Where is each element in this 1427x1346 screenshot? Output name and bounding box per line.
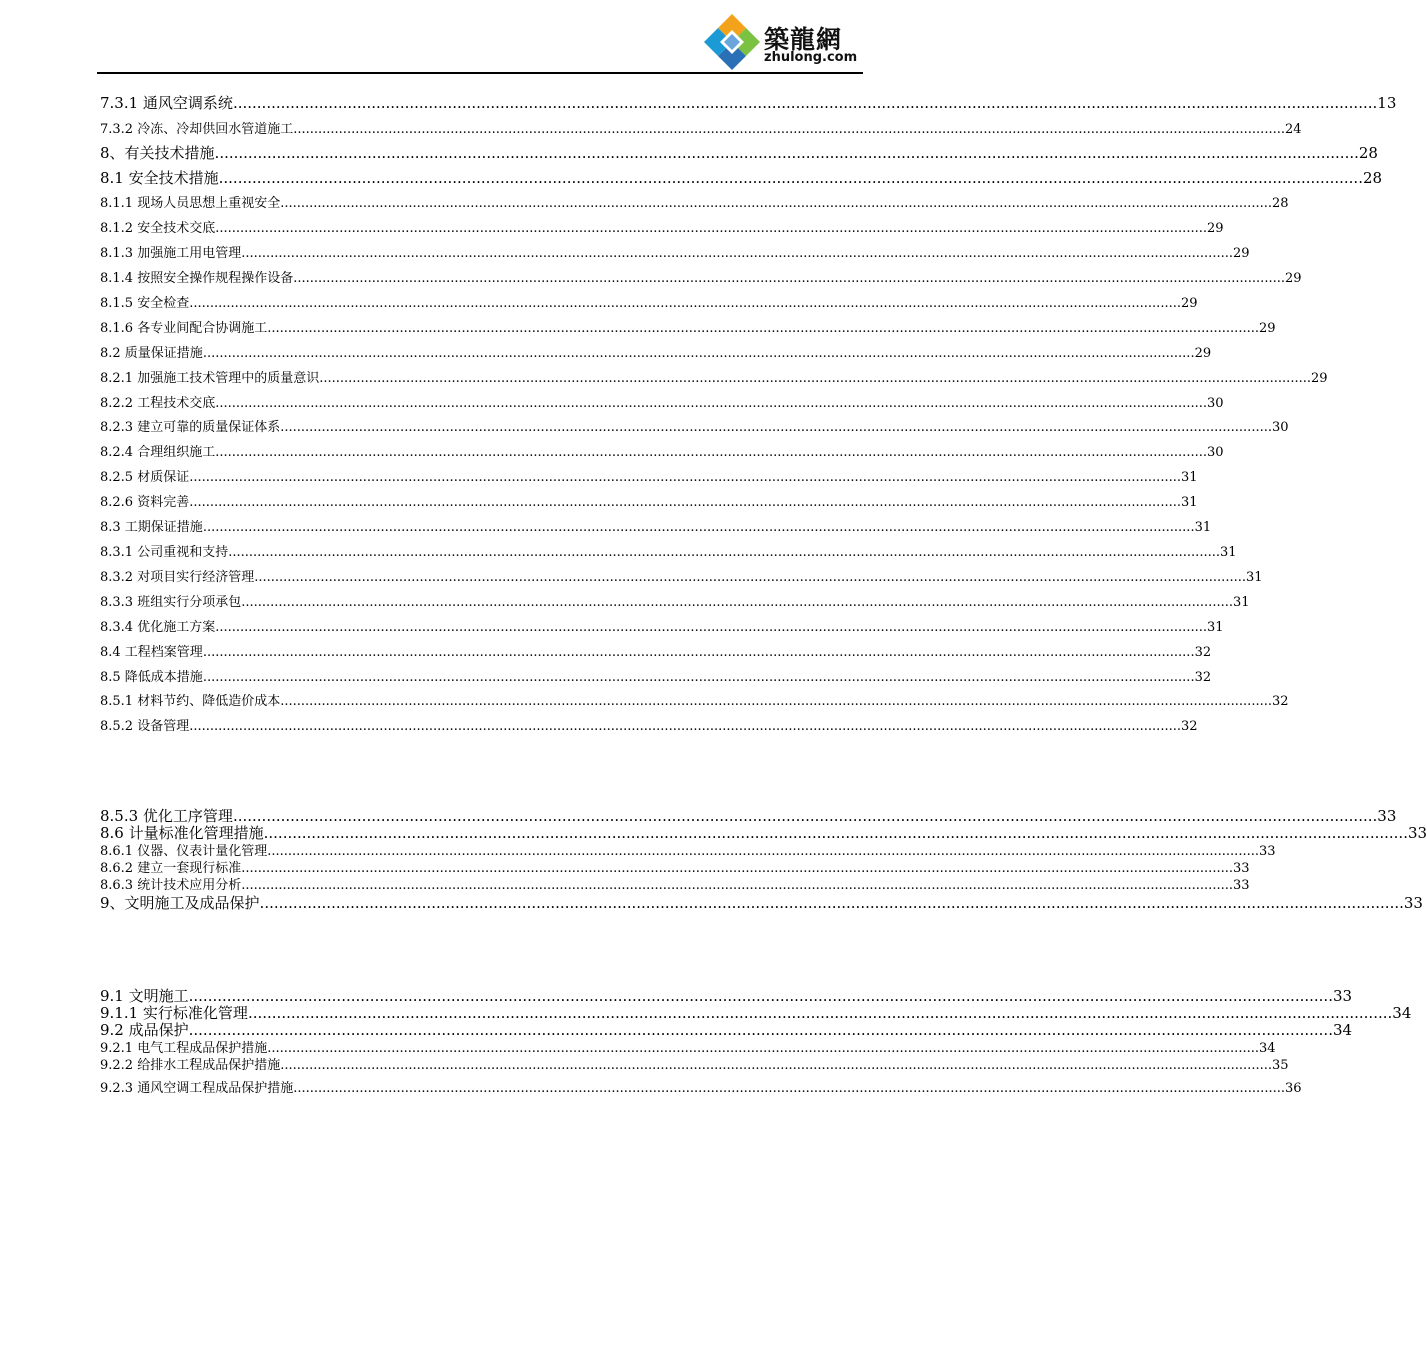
logo-domain-text: zhulong.com: [764, 50, 858, 65]
toc-entry: [100, 1054, 1289, 1073]
toc-dot-leader: ................................................................................................................................................................................................................................................: [215, 396, 1207, 411]
toc-dot-leader: ................................................................................................................................................................................................................................................: [267, 321, 1259, 336]
toc-entry-page-number: 32: [1194, 645, 1212, 660]
toc-entry: [100, 566, 1263, 585]
toc-entry-page-number: 34: [1392, 1004, 1412, 1022]
toc-entry-page-number: 31: [1206, 620, 1224, 635]
toc-entry: [100, 1077, 1302, 1096]
toc-entry-label: 8.1.6 各专业间配合协调施工: [100, 321, 268, 336]
toc-entry-page-number: 33: [1407, 824, 1427, 842]
toc-entry-label: 8、有关技术措施: [100, 144, 215, 162]
toc-dot-leader: ................................................................................................................................................................................................................................................: [232, 807, 1378, 825]
toc-entry-label: 8.5 降低成本措施: [100, 670, 203, 685]
toc-dot-leader: ................................................................................................................................................................................................................................................: [189, 470, 1181, 485]
toc-dot-leader: ................................................................................................................................................................................................................................................: [202, 520, 1195, 535]
toc-entry: [100, 516, 1212, 535]
toc-entry-page-number: 34: [1332, 1021, 1353, 1039]
toc-dot-leader: ................................................................................................................................................................................................................................................: [241, 246, 1233, 261]
toc-entry: [100, 874, 1250, 893]
toc-dot-leader: ................................................................................................................................................................................................................................................: [202, 670, 1195, 685]
toc-dot-leader: ................................................................................................................................................................................................................................................: [319, 371, 1311, 386]
toc-entry-page-number: 29: [1194, 346, 1212, 361]
toc-dot-leader: ................................................................................................................................................................................................................................................: [254, 570, 1246, 585]
toc-entry-page-number: 29: [1206, 221, 1224, 236]
toc-entry: [100, 367, 1328, 386]
toc-entry-page-number: 31: [1232, 595, 1250, 610]
toc-entry-label: 9.1.1 实行标准化管理: [100, 1004, 248, 1022]
toc-entry-label: 9.2 成品保护: [100, 1021, 189, 1039]
toc-entry-label: 8.3 工期保证措施: [100, 520, 203, 535]
toc-entry-page-number: 29: [1258, 321, 1276, 336]
toc-entry-label: 8.2.4 合理组织施工: [100, 445, 216, 460]
toc-dot-leader: ................................................................................................................................................................................................................................................: [232, 94, 1378, 112]
zhulong-logo: [702, 12, 862, 72]
toc-entry-label: 8.4 工程档案管理: [100, 645, 203, 660]
toc-entry-page-number: 33: [1403, 894, 1423, 912]
toc-dot-leader: ................................................................................................................................................................................................................................................: [259, 894, 1404, 912]
toc-entry-page-number: 29: [1310, 371, 1328, 386]
toc-entry-label: 8.3.4 优化施工方案: [100, 620, 216, 635]
zhulong-logo-icon: [702, 12, 762, 72]
toc-entry-page-number: 29: [1232, 246, 1250, 261]
toc-entry-label: 8.1 安全技术措施: [100, 169, 219, 187]
toc-entry-page-number: 31: [1245, 570, 1263, 585]
toc-entry-label: 9.2.1 电气工程成品保护措施: [100, 1041, 268, 1056]
toc-entry-page-number: 31: [1219, 545, 1237, 560]
toc-dot-leader: ................................................................................................................................................................................................................................................: [241, 595, 1233, 610]
toc-entry: [100, 641, 1212, 660]
toc-entry-page-number: 30: [1206, 396, 1224, 411]
toc-dot-leader: ................................................................................................................................................................................................................................................: [189, 719, 1181, 734]
toc-entry: [100, 666, 1212, 685]
toc-entry: [100, 92, 1397, 113]
toc-entry: [100, 616, 1224, 635]
toc-entry-page-number: 24: [1284, 122, 1302, 137]
toc-dot-leader: ................................................................................................................................................................................................................................................: [280, 1058, 1272, 1073]
toc-entry-page-number: 29: [1284, 271, 1302, 286]
toc-entry-page-number: 33: [1332, 987, 1353, 1005]
toc-dot-leader: ................................................................................................................................................................................................................................................: [280, 420, 1272, 435]
toc-dot-leader: ................................................................................................................................................................................................................................................: [241, 861, 1233, 876]
toc-dot-leader: ................................................................................................................................................................................................................................................: [202, 346, 1195, 361]
toc-entry: [100, 142, 1378, 163]
toc-entry-label: 8.2.5 材质保证: [100, 470, 190, 485]
toc-entry-label: 9.2.3 通风空调工程成品保护措施: [100, 1081, 294, 1096]
toc-entry-label: 9.2.2 给排水工程成品保护措施: [100, 1058, 281, 1073]
toc-dot-leader: ................................................................................................................................................................................................................................................: [215, 221, 1207, 236]
toc-entry-label: 8.2.1 加强施工技术管理中的质量意识: [100, 371, 320, 386]
toc-entry-label: 8.2 质量保证措施: [100, 346, 203, 361]
logo-chinese-text: 築龍網: [764, 25, 843, 54]
toc-entry: [100, 317, 1276, 336]
toc-dot-leader: ................................................................................................................................................................................................................................................: [263, 824, 1408, 842]
toc-dot-leader: ................................................................................................................................................................................................................................................: [280, 196, 1272, 211]
toc-entry-label: 8.3.3 班组实行分项承包: [100, 595, 242, 610]
toc-entry-label: 8.5.3 优化工序管理: [100, 807, 233, 825]
toc-entry: [100, 292, 1198, 311]
header-rule: [97, 72, 863, 74]
toc-entry-label: 8.2.2 工程技术交底: [100, 396, 216, 411]
toc-entry: [100, 591, 1250, 610]
toc-entry-page-number: 32: [1271, 694, 1289, 709]
toc-entry: [100, 690, 1289, 709]
toc-dot-leader: ................................................................................................................................................................................................................................................: [293, 1081, 1285, 1096]
toc-entry-page-number: 28: [1271, 196, 1289, 211]
toc-entry: [100, 466, 1198, 485]
toc-entry-page-number: 33: [1377, 807, 1397, 825]
toc-dot-leader: ................................................................................................................................................................................................................................................: [280, 694, 1272, 709]
toc-entry-page-number: 29: [1180, 296, 1198, 311]
toc-entry: [100, 715, 1198, 734]
toc-dot-leader: ................................................................................................................................................................................................................................................: [267, 1041, 1259, 1056]
toc-entry-label: 8.6.1 仪器、仪表计量化管理: [100, 844, 268, 859]
toc-entry: [100, 441, 1224, 460]
toc-entry: [100, 217, 1224, 236]
toc-entry: [100, 267, 1302, 286]
toc-entry-label: 8.1.4 按照安全操作规程操作设备: [100, 271, 294, 286]
toc-dot-leader: ................................................................................................................................................................................................................................................: [293, 122, 1285, 137]
toc-entry-label: 8.1.5 安全检查: [100, 296, 190, 311]
toc-entry-page-number: 30: [1206, 445, 1224, 460]
toc-entry-page-number: 31: [1180, 495, 1198, 510]
toc-entry-page-number: 33: [1232, 878, 1250, 893]
toc-dot-leader: ................................................................................................................................................................................................................................................: [215, 620, 1207, 635]
toc-entry-label: 8.2.3 建立可靠的质量保证体系: [100, 420, 281, 435]
toc-entry-page-number: 30: [1271, 420, 1289, 435]
toc-entry: [100, 892, 1423, 913]
toc-entry-label: 8.3.1 公司重视和支持: [100, 545, 229, 560]
toc-dot-leader: ................................................................................................................................................................................................................................................: [228, 545, 1220, 560]
toc-entry-page-number: 33: [1232, 861, 1250, 876]
toc-entry-page-number: 31: [1180, 470, 1198, 485]
toc-entry-page-number: 36: [1284, 1081, 1302, 1096]
toc-dot-leader: ................................................................................................................................................................................................................................................: [267, 844, 1259, 859]
toc-entry: [100, 242, 1250, 261]
toc-entry: [100, 392, 1224, 411]
toc-entry-label: 8.2.6 资料完善: [100, 495, 190, 510]
toc-entry-page-number: 33: [1258, 844, 1276, 859]
toc-entry-page-number: 28: [1362, 169, 1383, 187]
toc-dot-leader: ................................................................................................................................................................................................................................................: [189, 296, 1181, 311]
toc-entry-label: 8.1.2 安全技术交底: [100, 221, 216, 236]
toc-dot-leader: ................................................................................................................................................................................................................................................: [218, 169, 1363, 187]
toc-entry-label: 8.6.3 统计技术应用分析: [100, 878, 242, 893]
toc-entry: [100, 167, 1383, 188]
toc-dot-leader: ................................................................................................................................................................................................................................................: [189, 495, 1181, 510]
toc-dot-leader: ................................................................................................................................................................................................................................................: [241, 878, 1233, 893]
toc-entry-label: 9.1 文明施工: [100, 987, 189, 1005]
toc-entry-label: 8.6 计量标准化管理措施: [100, 824, 264, 842]
toc-entry: [100, 416, 1289, 435]
toc-entry-page-number: 34: [1258, 1041, 1276, 1056]
toc-entry-page-number: 13: [1377, 94, 1397, 112]
toc-entry-label: 7.3.1 通风空调系统: [100, 94, 233, 112]
toc-entry-page-number: 32: [1180, 719, 1198, 734]
toc-dot-leader: ................................................................................................................................................................................................................................................: [202, 645, 1195, 660]
toc-entry-page-number: 32: [1194, 670, 1212, 685]
toc-entry: [100, 192, 1289, 211]
toc-entry-page-number: 28: [1358, 144, 1378, 162]
toc-dot-leader: ................................................................................................................................................................................................................................................: [188, 1021, 1333, 1039]
toc-entry-label: 8.3.2 对项目实行经济管理: [100, 570, 255, 585]
toc-entry-label: 7.3.2 冷冻、冷却供回水管道施工: [100, 122, 294, 137]
toc-entry: [100, 342, 1212, 361]
toc-entry-label: 8.1.3 加强施工用电管理: [100, 246, 242, 261]
toc-dot-leader: ................................................................................................................................................................................................................................................: [215, 445, 1207, 460]
toc-entry-page-number: 31: [1194, 520, 1212, 535]
toc-entry: [100, 541, 1237, 560]
toc-dot-leader: ................................................................................................................................................................................................................................................: [188, 987, 1333, 1005]
toc-entry-label: 8.1.1 现场人员思想上重视安全: [100, 196, 281, 211]
toc-dot-leader: ................................................................................................................................................................................................................................................: [247, 1004, 1393, 1022]
toc-entry-label: 9、文明施工及成品保护: [100, 894, 260, 912]
toc-entry-label: 8.6.2 建立一套现行标准: [100, 861, 242, 876]
toc-entry: [100, 118, 1302, 137]
toc-entry: [100, 491, 1198, 510]
toc-entry-label: 8.5.1 材料节约、降低造价成本: [100, 694, 281, 709]
toc-dot-leader: ................................................................................................................................................................................................................................................: [214, 144, 1359, 162]
toc-entry-page-number: 35: [1271, 1058, 1289, 1073]
toc-entry-label: 8.5.2 设备管理: [100, 719, 190, 734]
toc-dot-leader: ................................................................................................................................................................................................................................................: [293, 271, 1285, 286]
